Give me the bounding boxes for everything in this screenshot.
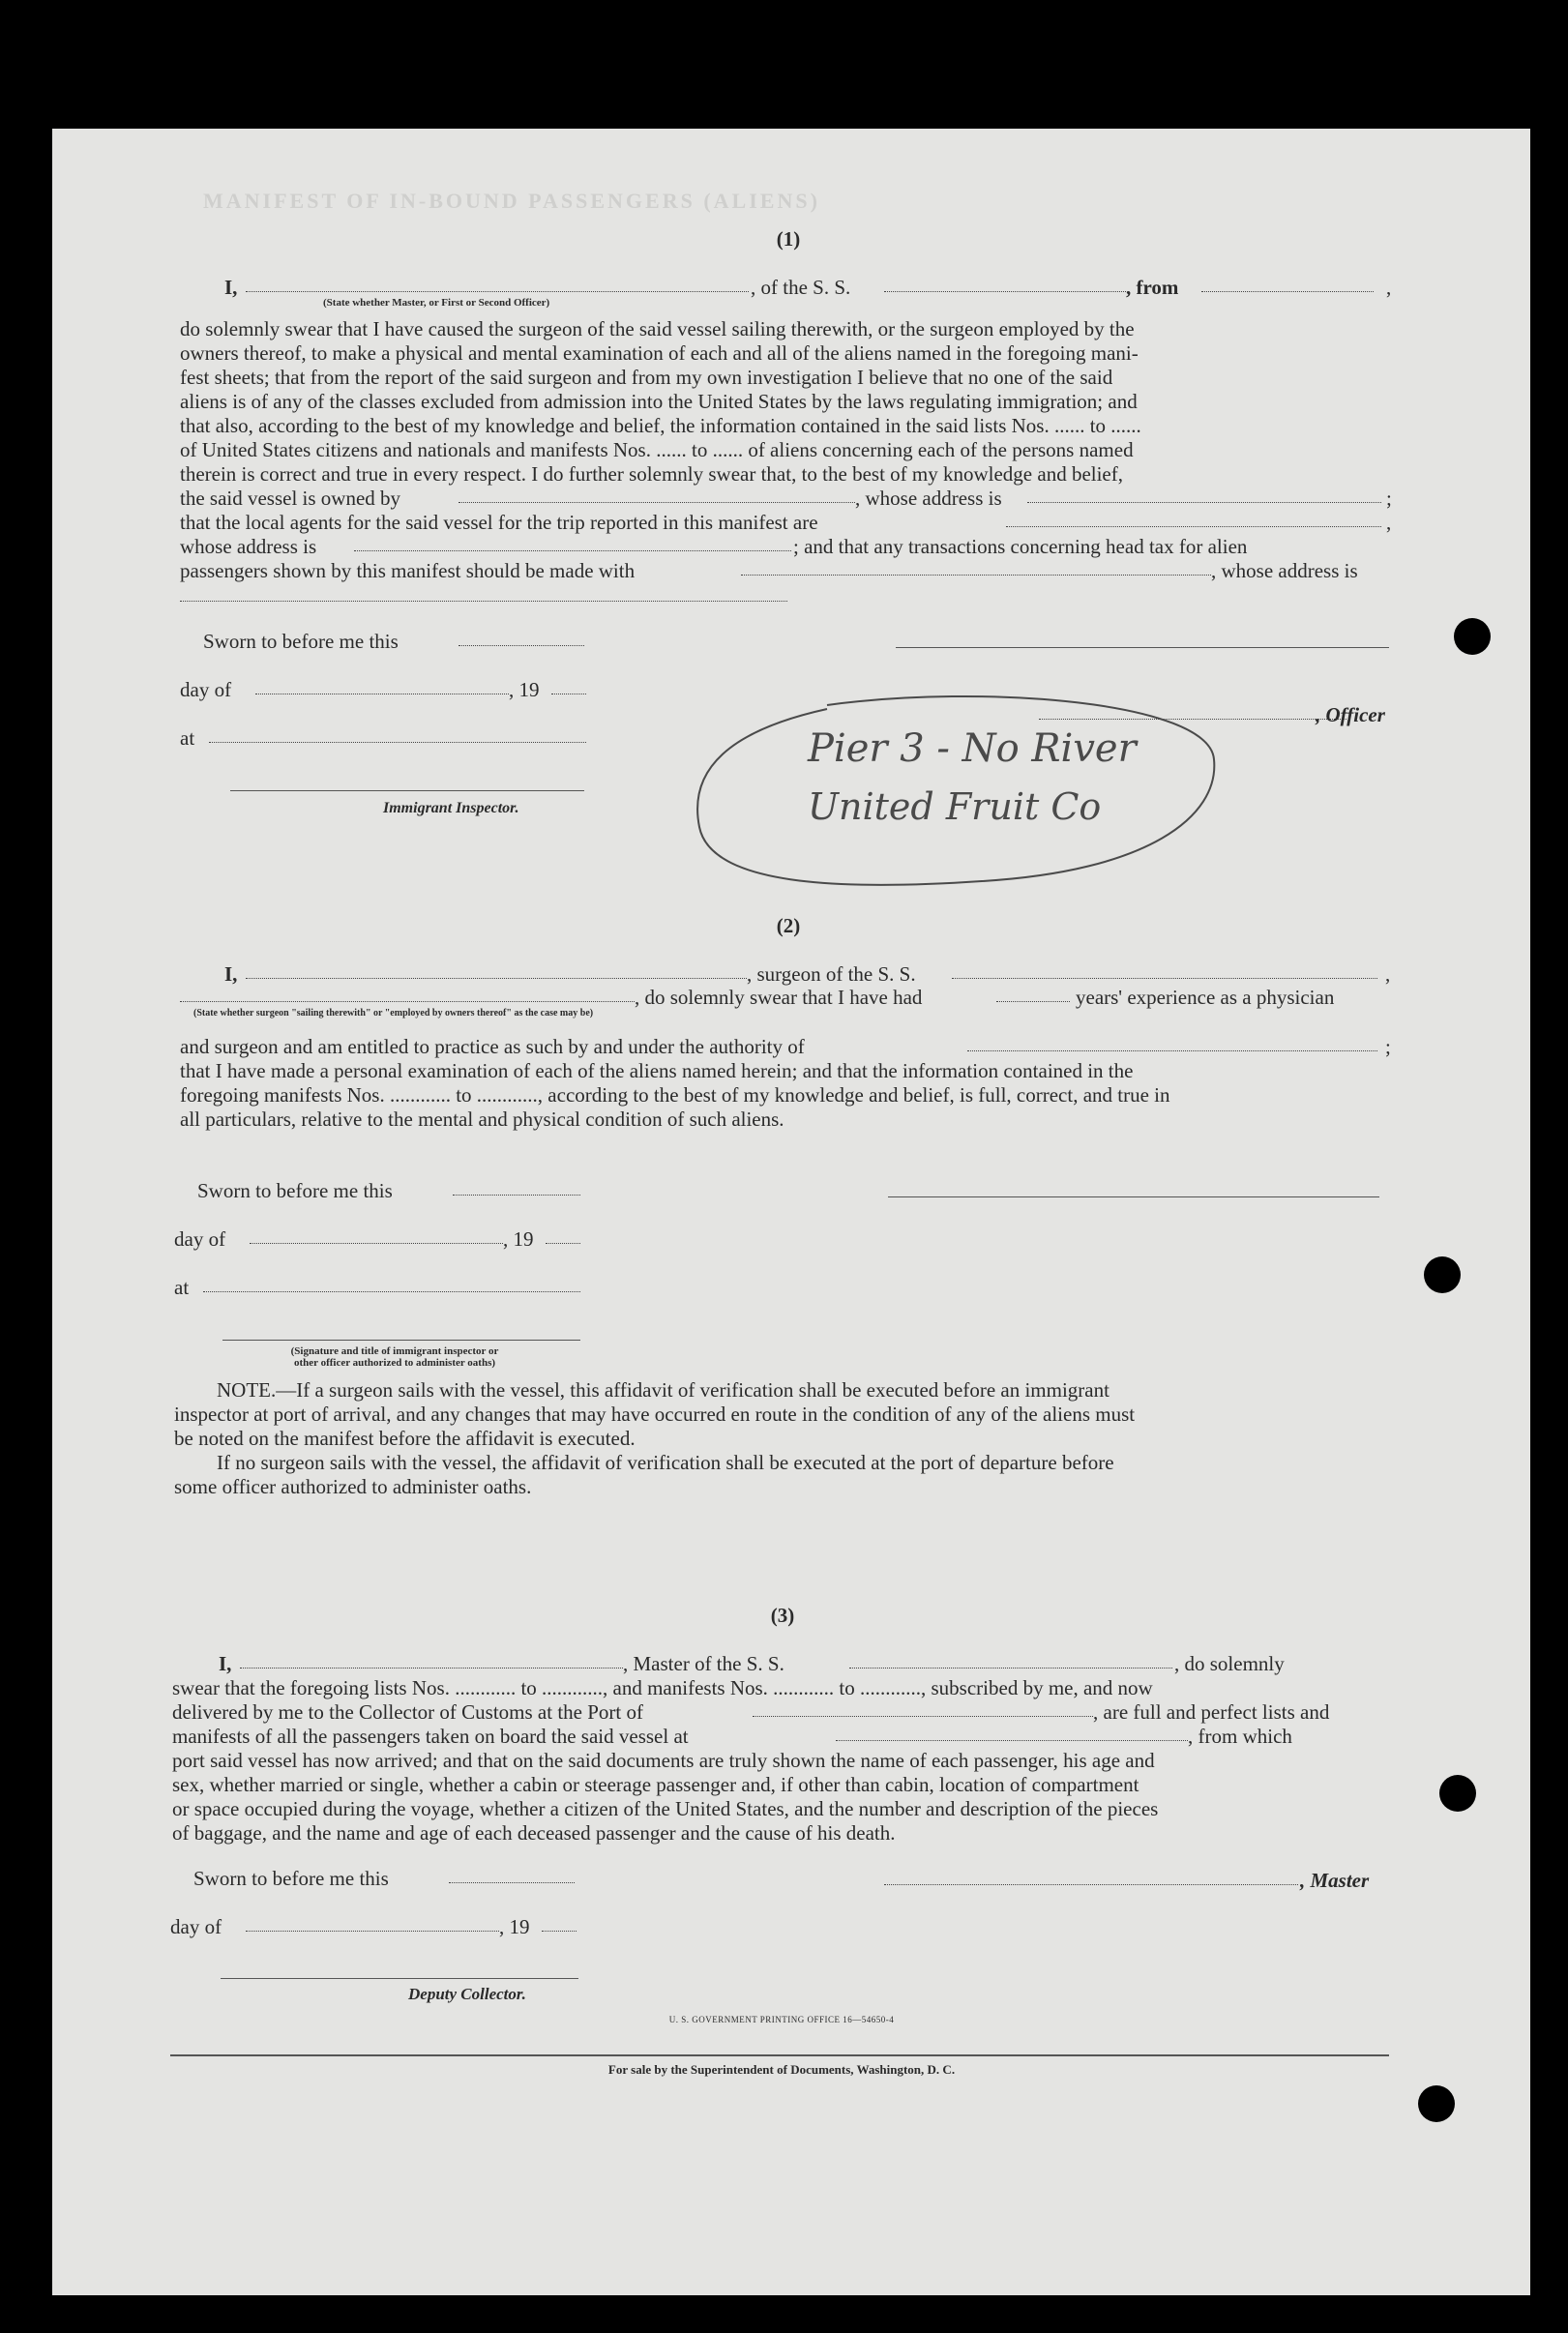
s1-body-line: do solemnly swear that I have caused the surgeon of the said vessel sailing therewith, or the surgeon employed by the [180,317,1135,340]
s2-note-line: inspector at port of arrival, and any changes that may have occurred en route in the condition of any of the aliens must [174,1403,1136,1426]
s2-body-line: all particulars, relative to the mental and physical condition of such aliens. [180,1107,784,1131]
s1-signature-line [896,647,1389,648]
sale-line: For sale by the Superintendent of Documents, Washington, D. C. [607,2062,956,2077]
s3-deputy-line [221,1978,578,1979]
s2-at: at [174,1276,190,1299]
s1-i: I, [224,276,238,299]
s1-at: at [180,726,195,750]
s1-transactions: ; and that any transactions concerning head tax for alien [793,535,1248,558]
s3-ship-line [849,1668,1172,1669]
s2-ship-line [952,978,1377,979]
handwritten-note-line2: United Fruit Co [808,785,1102,828]
s3-year-line [542,1931,577,1932]
s2-sworn-line [453,1195,580,1196]
s1-owned-by: the said vessel is owned by [180,487,401,510]
s3-port-line [753,1716,1093,1717]
s1-inspector: Immigrant Inspector. [383,800,519,816]
s1-body-line: aliens is of any of the classes excluded from admission into the United States by the laws regulating immigration; and [180,390,1138,413]
section-2-number: (2) [776,914,801,937]
s2-sworn: Sworn to before me this [197,1179,393,1202]
s2-sig-caption1: (Signature and title of immigrant inspector or [290,1345,499,1357]
s2-year-line [546,1243,580,1244]
s2-name-line [246,978,747,979]
s1-body-line: therein is correct and true in every respect. I do further solemnly swear that, to the best of my knowledge and belief, [180,462,1123,486]
document-page [52,129,1530,2295]
s1-from: , from [1126,276,1179,299]
s2-authority-line [967,1050,1377,1051]
s2-years-line [996,1001,1070,1002]
s2-note-line: some officer authorized to administer oaths. [174,1475,532,1498]
s2-authority: and surgeon and am entitled to practice as such by and under the authority of [180,1035,805,1058]
s3-master-of: , Master of the S. S. [623,1652,784,1675]
s2-body-line: that I have made a personal examination of each of the aliens named herein; and that the information contained in the [180,1059,1134,1082]
s2-signature-line [888,1196,1379,1197]
s2-comma: , [1385,962,1391,986]
s3-embark-line [836,1740,1188,1741]
s3-from-which: , from which [1188,1725,1292,1748]
s2-note-line: NOTE.—If a surgeon sails with the vessel, this affidavit of verification shall be executed before an immigrant [217,1378,1109,1402]
s1-officer-line [246,291,749,292]
s1-semicolon: ; [1386,487,1392,510]
s2-inspector-line [222,1340,580,1341]
s1-comma: , [1386,276,1392,299]
s1-officer-caption: (State whether Master, or First or Second Officer) [323,297,550,309]
s1-from-line [1201,291,1374,292]
s1-sworn-line [459,645,584,646]
s3-year: , 19 [499,1915,530,1938]
s1-body-line: that also, according to the best of my knowledge and belief, the information contained in the said lists Nos. ...... to ...... [180,414,1141,437]
punch-hole [1439,1775,1476,1812]
section-3-number: (3) [770,1604,795,1627]
s1-at-line [209,742,586,743]
s1-whose-address3: , whose address is [1211,559,1358,582]
s1-passengers-shown: passengers shown by this manifest should be made with [180,559,636,582]
s3-i: I, [219,1652,232,1675]
footer-rule [170,2054,1389,2056]
s1-comma2: , [1386,511,1392,534]
s2-years: years' experience as a physician [1076,986,1335,1009]
s1-officer: , Officer [1316,703,1385,726]
s3-sworn: Sworn to before me this [193,1867,389,1890]
section-1-number: (1) [776,227,801,251]
s3-master-sign-line [884,1884,1298,1885]
s1-local-agents: that the local agents for the said vessel for the trip reported in this manifest are [180,511,818,534]
s3-day-of: day of [170,1915,222,1938]
punch-hole [1418,2085,1455,2122]
punch-hole [1454,618,1491,655]
s1-agents-address-line [354,550,791,551]
s2-note-line: If no surgeon sails with the vessel, the affidavit of verification shall be executed at the port of departure before [217,1451,1114,1474]
s1-of-ss: , of the S. S. [751,276,851,299]
s1-headtax-line [741,575,1211,576]
s3-body-line: of baggage, and the name and age of each deceased passenger and the cause of his death. [172,1821,896,1845]
bleed-through-header: MANIFEST OF IN-BOUND PASSENGERS (ALIENS) [203,189,820,213]
handwritten-note-line1: Pier 3 - No River [808,726,1137,771]
s3-body-line: port said vessel has now arrived; and that on the said documents are truly shown the name of each passenger, his age and [172,1749,1155,1772]
gpo-line: U. S. GOVERNMENT PRINTING OFFICE 16—54650-4 [668,2015,895,2024]
s1-whose-address2: whose address is [180,535,317,558]
s2-semicolon: ; [1385,1035,1391,1058]
s2-i: I, [224,962,238,986]
s1-ship-line [884,291,1126,292]
s1-headtax-address-line [180,601,787,602]
s2-status-caption: (State whether surgeon "sailing therewith" or "employed by owners thereof" as the case may be) [193,1008,594,1019]
s2-year: , 19 [503,1227,534,1251]
s2-day-of: day of [174,1227,226,1251]
s3-delivered: delivered by me to the Collector of Customs at the Port of [172,1700,643,1724]
handwritten-note [692,692,1233,904]
s3-day-line [246,1931,499,1932]
s1-sworn: Sworn to before me this [203,630,399,653]
s1-owner-line [459,502,855,503]
s3-do-solemnly: , do solemnly [1174,1652,1285,1675]
s3-body-line: sex, whether married or single, whether a cabin or steerage passenger and, if other than cabin, location of compartment [172,1773,1139,1796]
s1-body-line: owners thereof, to make a physical and mental examination of each and all of the aliens named in the foregoing mani- [180,341,1139,365]
punch-hole [1424,1256,1461,1293]
s2-status-line [180,1001,635,1002]
s3-master: , Master [1300,1869,1370,1892]
s2-day-line [250,1243,503,1244]
s2-note-line: be noted on the manifest before the affidavit is executed. [174,1427,636,1450]
s3-name-line [240,1668,623,1669]
s2-body-line: foregoing manifests Nos. ............ to ............, according to the best of my knowledge and belief, is full, correct, and true in [180,1083,1170,1107]
s1-body-line: fest sheets; that from the report of the said surgeon and from my own investigation I believe that no one of the said [180,366,1113,389]
s2-at-line [203,1291,580,1292]
s3-deputy: Deputy Collector. [408,1985,526,2003]
s3-full-lists: , are full and perfect lists and [1093,1700,1330,1724]
s1-owner-address-line [1027,502,1381,503]
s3-swear-lists: swear that the foregoing lists Nos. ............ to ............, and manifests Nos. ............ to ............, subscribed by me, and now [172,1676,1153,1699]
s2-sig-caption2: other officer authorized to administer oaths) [293,1357,496,1369]
s1-whose-address: , whose address is [855,487,1002,510]
s2-surgeon-of: , surgeon of the S. S. [747,962,916,986]
s3-sworn-line [449,1882,575,1883]
s1-year: , 19 [509,678,540,701]
s3-body-line: or space occupied during the voyage, whether a citizen of the United States, and the number and description of the pieces [172,1797,1159,1820]
s1-agents-line [1006,526,1381,527]
s1-inspector-line [230,790,584,791]
s1-body-line: of United States citizens and nationals and manifests Nos. ...... to ...... of aliens concerning each of the persons named [180,438,1134,461]
s1-day-of: day of [180,678,232,701]
s2-swear: , do solemnly swear that I have had [635,986,923,1009]
s3-manifests-all: manifests of all the passengers taken on board the said vessel at [172,1725,689,1748]
